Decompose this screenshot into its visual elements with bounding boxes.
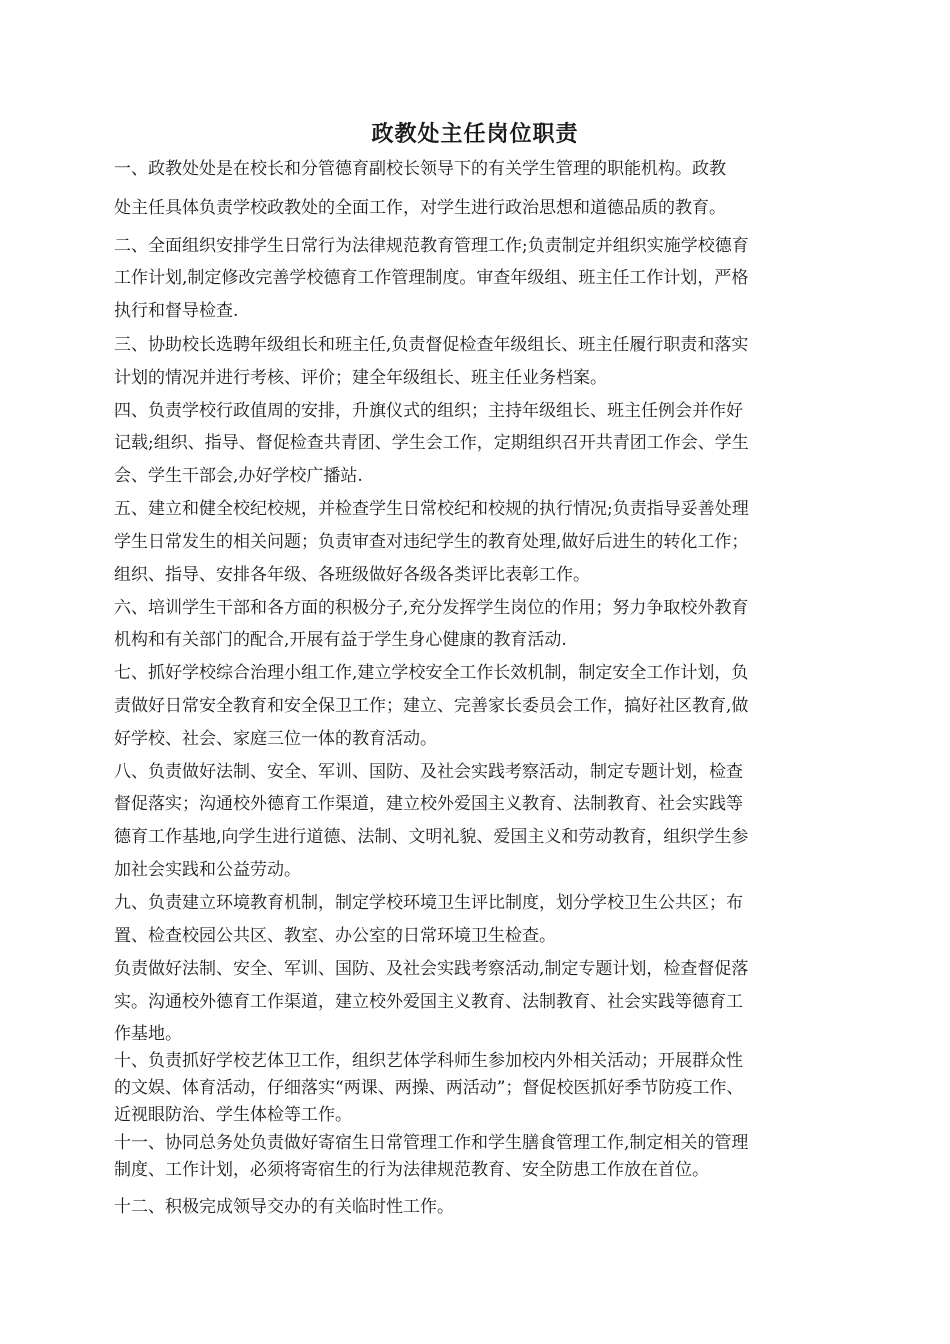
text-line: 责做好日常安全教育和安全保卫工作；建立、完善家长委员会工作，搞好社区教育,做: [114, 696, 749, 716]
text-line: 督促落实；沟通校外德育工作渠道，建立校外爱国主义教育、法制教育、社会实践等: [114, 794, 743, 814]
document-title: 政教处主任岗位职责: [371, 121, 579, 147]
text-line: 执行和督导检查.: [114, 301, 239, 321]
text-line: 会、学生干部会,办好学校广播站.: [114, 466, 363, 486]
text-line: 德育工作基地,向学生进行道德、法制、文明礼貌、爱国主义和劳动教育，组织学生参: [114, 827, 749, 847]
text-line: 八、负责做好法制、安全、军训、国防、及社会实践考察活动，制定专题计划，检查: [114, 762, 743, 782]
text-line: 的文娱、体育活动，仔细落实“两课、两操、两活动”；督促校医抓好季节防疫工作、: [114, 1078, 744, 1098]
text-line: 学生日常发生的相关问题；负责审查对违纪学生的教育处理,做好后进生的转化工作；: [114, 532, 749, 552]
text-line: 一、政教处处是在校长和分管德育副校长领导下的有关学生管理的职能机构。政教: [114, 159, 726, 179]
text-line: 四、负责学校行政值周的安排，升旗仪式的组织；主持年级组长、班主任例会并作好: [114, 401, 743, 421]
text-line: 工作计划,制定修改完善学校德育工作管理制度。审查年级组、班主任工作计划，严格: [114, 268, 749, 288]
text-line: 加社会实践和公益劳动。: [114, 860, 301, 880]
text-line: 十一、协同总务处负责做好寄宿生日常管理工作和学生膳食管理工作,制定相关的管理: [114, 1133, 749, 1153]
text-line: 实。沟通校外德育工作渠道，建立校外爱国主义教育、法制教育、社会实践等德育工: [114, 992, 743, 1012]
text-line: 六、培训学生干部和各方面的积极分子,充分发挥学生岗位的作用；努力争取校外教育: [114, 598, 749, 618]
text-line: 负责做好法制、安全、军训、国防、及社会实践考察活动,制定专题计划，检查督促落: [114, 959, 749, 979]
text-line: 置、检查校园公共区、教室、办公室的日常环境卫生检查。: [114, 926, 556, 946]
text-line: 五、建立和健全校纪校规，并检查学生日常校纪和校规的执行情况;负责指导妥善处理: [114, 499, 749, 519]
text-line: 制度、工作计划，必须将寄宿生的行为法律规范教育、安全防患工作放在首位。: [114, 1160, 709, 1180]
text-line: 九、负责建立环境教育机制，制定学校环境卫生评比制度，划分学校卫生公共区；布: [114, 893, 743, 913]
text-line: 近视眼防治、学生体检等工作。: [114, 1105, 352, 1125]
text-line: 处主任具体负责学校政教处的全面工作，对学生进行政治思想和道德品质的教育。: [114, 198, 726, 218]
text-line: 作基地。: [114, 1024, 182, 1044]
text-line: 七、抓好学校综合治理小组工作,建立学校安全工作长效机制，制定安全工作计划，负: [114, 663, 749, 683]
text-line: 记载;组织、指导、督促检查共青团、学生会工作，定期组织召开共青团工作会、学生: [114, 433, 749, 453]
text-line: 计划的情况并进行考核、评价；建全年级组长、班主任业务档案。: [114, 368, 607, 388]
text-line: 三、协助校长选聘年级组长和班主任,负责督促检查年级组长、班主任履行职责和落实: [114, 335, 749, 355]
text-line: 机构和有关部门的配合,开展有益于学生身心健康的教育活动.: [114, 630, 567, 650]
text-line: 十二、积极完成领导交办的有关临时性工作。: [114, 1197, 454, 1217]
text-line: 十、负责抓好学校艺体卫工作，组织艺体学科师生参加校内外相关活动；开展群众性: [114, 1051, 743, 1071]
text-line: 二、全面组织安排学生日常行为法律规范教育管理工作;负责制定并组织实施学校德育: [114, 236, 749, 256]
text-line: 好学校、社会、家庭三位一体的教育活动。: [114, 729, 437, 749]
text-line: 组织、指导、安排各年级、各班级做好各级各类评比表彰工作。: [114, 565, 590, 585]
